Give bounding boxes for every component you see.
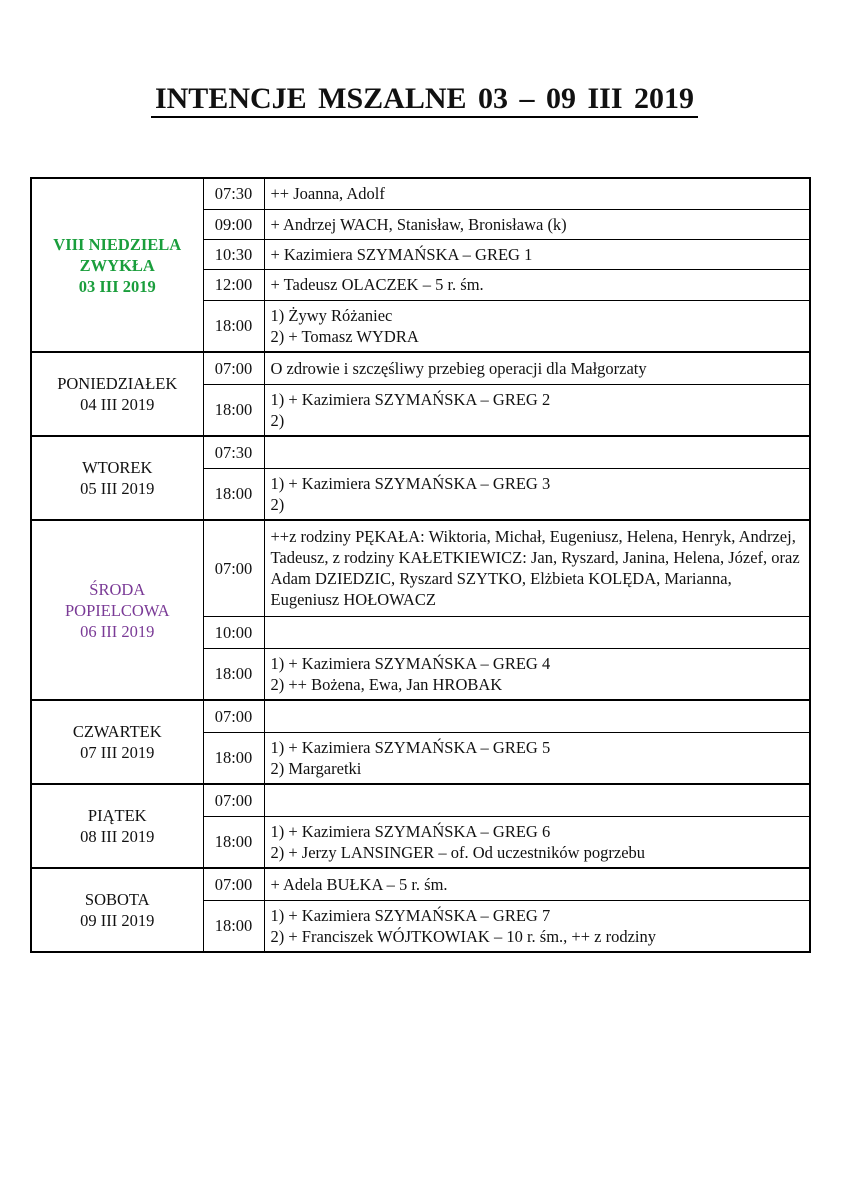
day-date: 05 III 2019 (80, 479, 155, 498)
day-date: 03 III 2019 (78, 276, 156, 296)
day-cell-friday (31, 784, 203, 868)
mass-intention (264, 209, 810, 239)
mass-intention (264, 868, 810, 900)
intention-line: + Tadeusz OLACZEK – 5 r. śm. (270, 275, 484, 294)
mass-time: 07:00 (203, 784, 264, 816)
mass-time: 07:30 (203, 436, 264, 468)
day-cell-monday (31, 352, 203, 436)
mass-intention (264, 700, 810, 732)
intention-line: 1) + Kazimiera SZYMAŃSKA – GREG 6 (270, 821, 551, 841)
table-row (31, 352, 810, 384)
mass-time: 18:00 (203, 468, 264, 520)
mass-time: 18:00 (203, 900, 264, 952)
day-name: ZWYKŁA (79, 255, 155, 275)
mass-intention (264, 616, 810, 648)
intention-line: 2) ++ Bożena, Ewa, Jan HROBAK (270, 674, 503, 694)
mass-intention (264, 178, 810, 209)
day-name: PONIEDZIAŁEK (57, 374, 178, 393)
intention-line: 2) Margaretki (270, 758, 362, 778)
mass-time: 07:00 (203, 700, 264, 732)
mass-intention (264, 520, 810, 616)
mass-intention (264, 900, 810, 952)
intention-line: + Andrzej WACH, Stanisław, Bronisława (k) (270, 214, 567, 234)
table-row (31, 700, 810, 732)
mass-intention (264, 384, 810, 436)
mass-intentions-table (30, 177, 811, 953)
mass-intention (264, 239, 810, 269)
mass-intention (264, 300, 810, 352)
table-row (31, 520, 810, 616)
mass-time: 18:00 (203, 816, 264, 868)
mass-intention (264, 648, 810, 700)
mass-time: 09:00 (203, 209, 264, 239)
intention-line: 1) + Kazimiera SZYMAŃSKA – GREG 5 (270, 737, 551, 757)
day-cell-thursday (31, 700, 203, 784)
mass-time: 12:00 (203, 269, 264, 300)
day-name: WTOREK (82, 458, 153, 477)
mass-time: 07:00 (203, 868, 264, 900)
mass-time: 18:00 (203, 300, 264, 352)
mass-time: 07:30 (203, 178, 264, 209)
mass-time: 10:30 (203, 239, 264, 269)
mass-intention (264, 468, 810, 520)
intention-line: ++z rodziny PĘKAŁA: Wiktoria, Michał, Eugeniusz, Helena, Henryk, Andrzej, Tadeusz, z rodziny KAŁETKIEWICZ: Jan, Ryszard, Janina, Helena, Józef, oraz Adam DZIEDZIC, Ryszard SZYTKO, Elżbieta KOLĘDA, Marianna, Eugeniusz HOŁOWACZ (270, 527, 800, 610)
day-date: 04 III 2019 (80, 395, 155, 414)
table-row (31, 436, 810, 468)
mass-intention (264, 269, 810, 300)
mass-time: 18:00 (203, 384, 264, 436)
day-name: POPIELCOWA (64, 600, 170, 620)
day-date: 07 III 2019 (80, 743, 155, 762)
intention-line: 1) Żywy Różaniec (270, 305, 393, 325)
table-row (31, 868, 810, 900)
day-name: CZWARTEK (72, 722, 162, 741)
mass-intention (264, 784, 810, 816)
intention-line: 2) + Jerzy LANSINGER – of. Od uczestników pogrzebu (270, 842, 646, 862)
mass-time: 18:00 (203, 732, 264, 784)
mass-time: 10:00 (203, 616, 264, 648)
mass-intention (264, 436, 810, 468)
mass-time: 18:00 (203, 648, 264, 700)
intention-line: ++ Joanna, Adolf (270, 184, 385, 204)
day-cell-wednesday (31, 520, 203, 700)
mass-intention (264, 816, 810, 868)
intention-line: + Adela BUŁKA – 5 r. śm. (270, 874, 448, 894)
table-row (31, 784, 810, 816)
day-name: SOBOTA (84, 890, 150, 909)
mass-intention (264, 732, 810, 784)
intention-line: 2) + Tomasz WYDRA (270, 326, 419, 346)
mass-time: 07:00 (203, 520, 264, 616)
table-row (31, 178, 810, 209)
page-title (0, 82, 849, 118)
intention-line: 1) + Kazimiera SZYMAŃSKA – GREG 7 (270, 905, 551, 925)
day-cell-tuesday (31, 436, 203, 520)
day-date: 09 III 2019 (80, 911, 155, 930)
intention-line: 2) (270, 410, 285, 430)
intention-line: 2) + Franciszek WÓJTKOWIAK – 10 r. śm., ++ z rodziny (270, 926, 656, 946)
intention-line: O zdrowie i szczęśliwy przebieg operacji dla Małgorzaty (270, 358, 647, 378)
intention-line: 1) + Kazimiera SZYMAŃSKA – GREG 2 (270, 389, 551, 409)
day-name: PIĄTEK (87, 806, 147, 825)
intention-line: 1) + Kazimiera SZYMAŃSKA – GREG 4 (270, 653, 551, 673)
day-cell-sunday (31, 178, 203, 352)
mass-time: 07:00 (203, 352, 264, 384)
day-cell-saturday (31, 868, 203, 952)
day-name: VIII NIEDZIELA (53, 234, 182, 254)
page-title-text: INTENCJE MSZALNE 03 – 09 III 2019 (151, 82, 698, 118)
day-date: 06 III 2019 (80, 621, 155, 641)
intention-line: 1) + Kazimiera SZYMAŃSKA – GREG 3 (270, 473, 551, 493)
mass-intention (264, 352, 810, 384)
intention-line: 2) (270, 494, 285, 514)
intention-line: + Kazimiera SZYMAŃSKA – GREG 1 (270, 244, 533, 264)
day-date: 08 III 2019 (80, 827, 155, 846)
day-name: ŚRODA (89, 579, 146, 599)
